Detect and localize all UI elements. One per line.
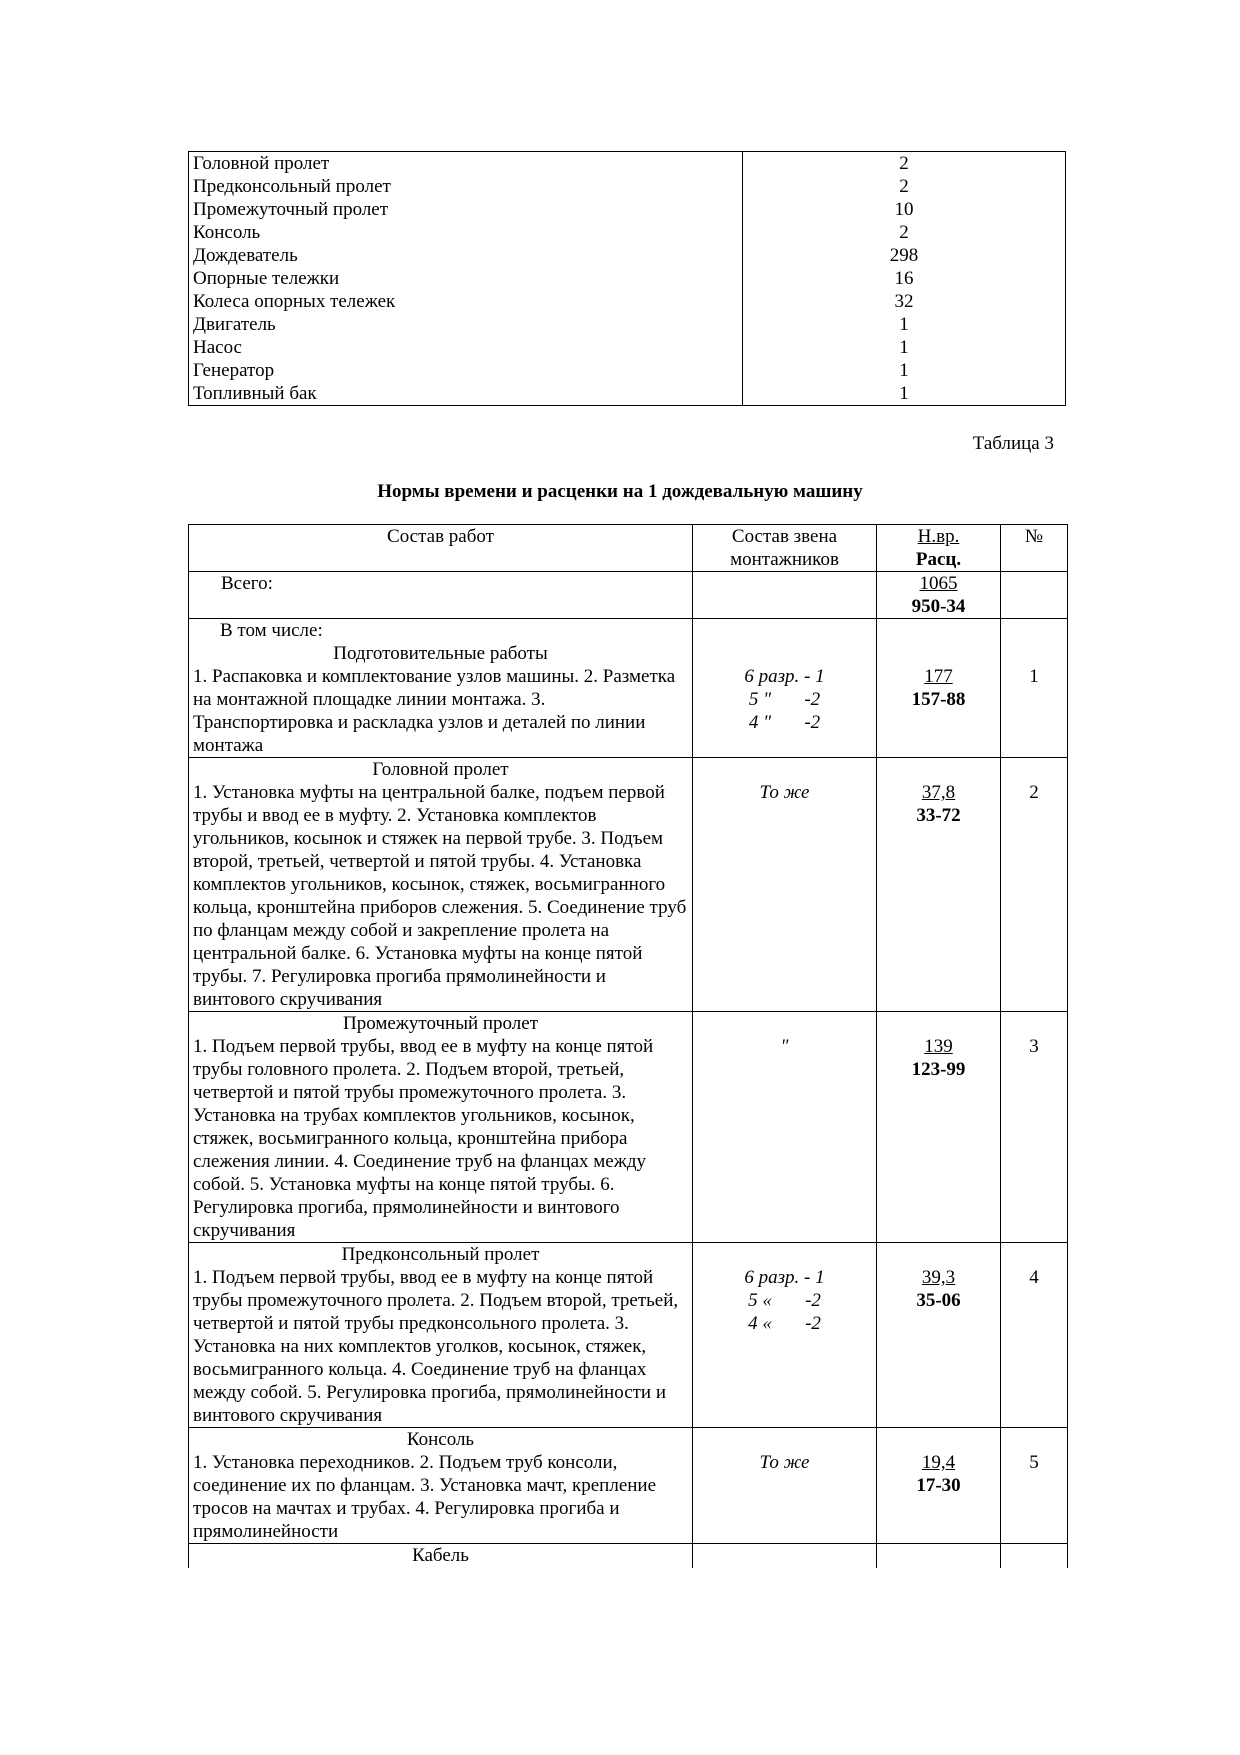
work-row — [189, 619, 1068, 758]
work-row-cable — [189, 1544, 1068, 1569]
num-spacer — [1001, 619, 1067, 665]
section-title: Промежуточный пролет — [342, 1013, 539, 1034]
parts-row — [189, 221, 1066, 244]
part-qty: 1 — [899, 314, 909, 335]
including-label: В том числе: — [220, 620, 323, 641]
total-norm — [877, 572, 1001, 619]
work-row — [189, 1428, 1068, 1544]
work-description: 1. Установка муфты на центральной балке, подъем первой трубы и ввод ее в муфту. 2. Установка комплектов угольников, косынок и стяжек на первой трубе. 3. Подъем второй, третьей, четвертой и пятой трубы. 4. Установка комплектов угольников, косынок, стяжек, восьмигранного кольца, кронштейна приборов слежения. 5. Соединение труб по фланцам между собой и закрепление пролета на центральной балке. 6. Установка муфты на конце пятой трубы. 7. Регулировка прогиба прямолинейности и винтового скручивания — [193, 782, 687, 1010]
num-spacer — [1001, 1243, 1067, 1266]
part-name: Дождеватель — [189, 244, 743, 267]
total-crew-cell — [693, 572, 877, 619]
crew-line: 4 « -2 — [748, 1313, 821, 1334]
section-title: Консоль — [406, 1429, 475, 1450]
num-cell — [1001, 619, 1068, 758]
work-cell — [189, 1428, 693, 1544]
header-crew-line1: Состав звена — [731, 526, 838, 547]
row-number: 4 — [1029, 1267, 1039, 1288]
part-name: Промежуточный пролет — [189, 198, 743, 221]
norm-cell — [877, 619, 1001, 758]
empty-cell — [877, 1544, 1001, 1569]
norm-rate: 35-06 — [916, 1290, 961, 1311]
work-description: 1. Установка переходников. 2. Подъем труб консоли, соединение их по фланцам. 3. Установка мачт, крепление тросов на мачтах и трубах. 4. Регулировка прогиба и прямолинейности — [193, 1452, 657, 1542]
work-row — [189, 1012, 1068, 1243]
header-norm-rate: Расц. — [915, 549, 962, 570]
parts-row — [189, 198, 1066, 221]
row-number: 3 — [1029, 1036, 1039, 1057]
crew-cell — [693, 1428, 877, 1544]
norm-cell — [877, 1012, 1001, 1243]
norm-cell — [877, 1428, 1001, 1544]
norm-spacer — [877, 1428, 1000, 1451]
crew-spacer — [693, 1428, 876, 1451]
crew-spacer — [693, 1012, 876, 1035]
empty-cell — [1001, 1544, 1068, 1569]
crew-line: 5 " -2 — [748, 689, 821, 710]
work-cell — [189, 1012, 693, 1243]
section-title: Кабель — [412, 1545, 469, 1566]
section-title: Головной пролет — [372, 759, 509, 780]
num-cell — [1001, 1012, 1068, 1243]
total-row — [189, 572, 1068, 619]
part-name: Генератор — [189, 359, 743, 382]
norm-spacer — [877, 1243, 1000, 1266]
norm-time: 177 — [924, 666, 953, 687]
crew-spacer — [693, 1243, 876, 1266]
header-norm — [877, 525, 1001, 572]
part-name: Предконсольный пролет — [189, 175, 743, 198]
work-cell — [189, 1544, 693, 1569]
norm-time: 39,3 — [921, 1267, 956, 1288]
part-qty: 298 — [889, 245, 919, 266]
total-label: Всего: — [221, 573, 273, 594]
num-cell — [1001, 1243, 1068, 1428]
norm-spacer — [877, 758, 1000, 781]
norm-rate: 157-88 — [911, 689, 966, 710]
part-name: Топливный бак — [189, 382, 743, 406]
row-number: 2 — [1029, 782, 1039, 803]
crew-line: 4 " -2 — [748, 712, 821, 733]
crew-line: 6 разр. - 1 — [744, 1267, 825, 1288]
crew-spacer — [693, 758, 876, 781]
norm-time: 19,4 — [921, 1452, 956, 1473]
total-rate: 950-34 — [911, 596, 966, 617]
parts-row — [189, 152, 1066, 176]
crew-cell — [693, 1243, 877, 1428]
crew-line: 6 разр. - 1 — [744, 666, 825, 687]
part-name: Головной пролет — [189, 152, 743, 176]
parts-table-body — [189, 152, 1066, 406]
norm-time: 37,8 — [921, 782, 956, 803]
header-norm-time: Н.вр. — [917, 526, 960, 547]
crew-cell — [693, 619, 877, 758]
norm-cell — [877, 758, 1001, 1012]
total-time: 1065 — [919, 573, 958, 594]
part-qty: 10 — [894, 199, 914, 220]
num-spacer — [1001, 1012, 1067, 1035]
num-cell — [1001, 758, 1068, 1012]
part-qty: 16 — [894, 268, 914, 289]
section-title: Предконсольный пролет — [341, 1244, 540, 1265]
parts-row — [189, 267, 1066, 290]
norm-rate: 33-72 — [916, 805, 961, 826]
header-num: № — [1001, 525, 1068, 572]
row-number: 1 — [1029, 666, 1039, 687]
parts-row — [189, 244, 1066, 267]
norm-spacer — [877, 1012, 1000, 1035]
parts-row — [189, 336, 1066, 359]
work-cell — [189, 758, 693, 1012]
part-name: Насос — [189, 336, 743, 359]
header-work: Состав работ — [189, 525, 693, 572]
part-qty: 1 — [899, 337, 909, 358]
norms-table-body — [189, 525, 1068, 1569]
part-name: Консоль — [189, 221, 743, 244]
crew-line: " — [780, 1036, 789, 1057]
work-description: 1. Подъем первой трубы, ввод ее в муфту на конце пятой трубы головного пролета. 2. Подъем второй, третьей, четвертой и пятой трубы промежуточного пролета. 3. Установка на трубах комплектов угольников, косынок, стяжек, восьмигранного кольца, кронштейна прибора слежения линии. 4. Соединение труб на фланцах между собой. 5. Установка муфты на конце пятой трубы. 6. Регулировка прогиба, прямолинейности и винтового скручивания — [193, 1036, 654, 1241]
crew-spacer — [693, 619, 876, 665]
part-name: Опорные тележки — [189, 267, 743, 290]
norm-spacer — [877, 619, 1000, 665]
num-cell — [1001, 1428, 1068, 1544]
header-crew-line2: монтажников — [730, 549, 839, 570]
table-caption: Таблица 3 — [972, 433, 1054, 454]
part-qty: 2 — [899, 222, 909, 243]
part-qty: 1 — [899, 383, 909, 404]
empty-cell — [693, 1544, 877, 1569]
work-description: 1. Распаковка и комплектование узлов машины. 2. Разметка на монтажной площадке линии монтажа. 3. Транспортировка и раскладка узлов и деталей по линии монтажа — [193, 666, 676, 756]
total-num-cell — [1001, 572, 1068, 619]
work-cell — [189, 1243, 693, 1428]
part-qty: 32 — [894, 291, 914, 312]
crew-cell — [693, 758, 877, 1012]
part-name: Двигатель — [189, 313, 743, 336]
part-name: Колеса опорных тележек — [189, 290, 743, 313]
norm-rate: 123-99 — [911, 1059, 966, 1080]
parts-row — [189, 382, 1066, 406]
work-row — [189, 758, 1068, 1012]
parts-row — [189, 359, 1066, 382]
num-spacer — [1001, 758, 1067, 781]
norm-time: 139 — [924, 1036, 953, 1057]
parts-row — [189, 313, 1066, 336]
parts-table — [188, 151, 1066, 406]
work-description: 1. Подъем первой трубы, ввод ее в муфту на конце пятой трубы промежуточного пролета. 2. Подъем второй, третьей, четвертой и пятой трубы предконсольного пролета. 3. Установка на них комплектов уголков, косынок, стяжек, восьмигранного кольца. 4. Соединение труб на фланцах между собой. 5. Регулировка прогиба, прямолинейности и винтового скручивания — [193, 1267, 679, 1426]
crew-cell — [693, 1012, 877, 1243]
part-qty: 2 — [899, 153, 909, 174]
row-number: 5 — [1029, 1452, 1039, 1473]
work-row — [189, 1243, 1068, 1428]
work-cell — [189, 619, 693, 758]
norms-table — [188, 524, 1068, 1568]
parts-row — [189, 290, 1066, 313]
norm-cell — [877, 1243, 1001, 1428]
part-qty: 2 — [899, 176, 909, 197]
crew-line: 5 « -2 — [748, 1290, 821, 1311]
table-title: Нормы времени и расценки на 1 дождевальную машину — [377, 481, 863, 502]
crew-line: То же — [759, 782, 810, 803]
norm-rate: 17-30 — [916, 1475, 961, 1496]
header-crew — [693, 525, 877, 572]
part-qty: 1 — [899, 360, 909, 381]
section-title: Подготовительные работы — [333, 643, 548, 664]
parts-row — [189, 175, 1066, 198]
header-row — [189, 525, 1068, 572]
crew-line: То же — [759, 1452, 810, 1473]
num-spacer — [1001, 1428, 1067, 1451]
